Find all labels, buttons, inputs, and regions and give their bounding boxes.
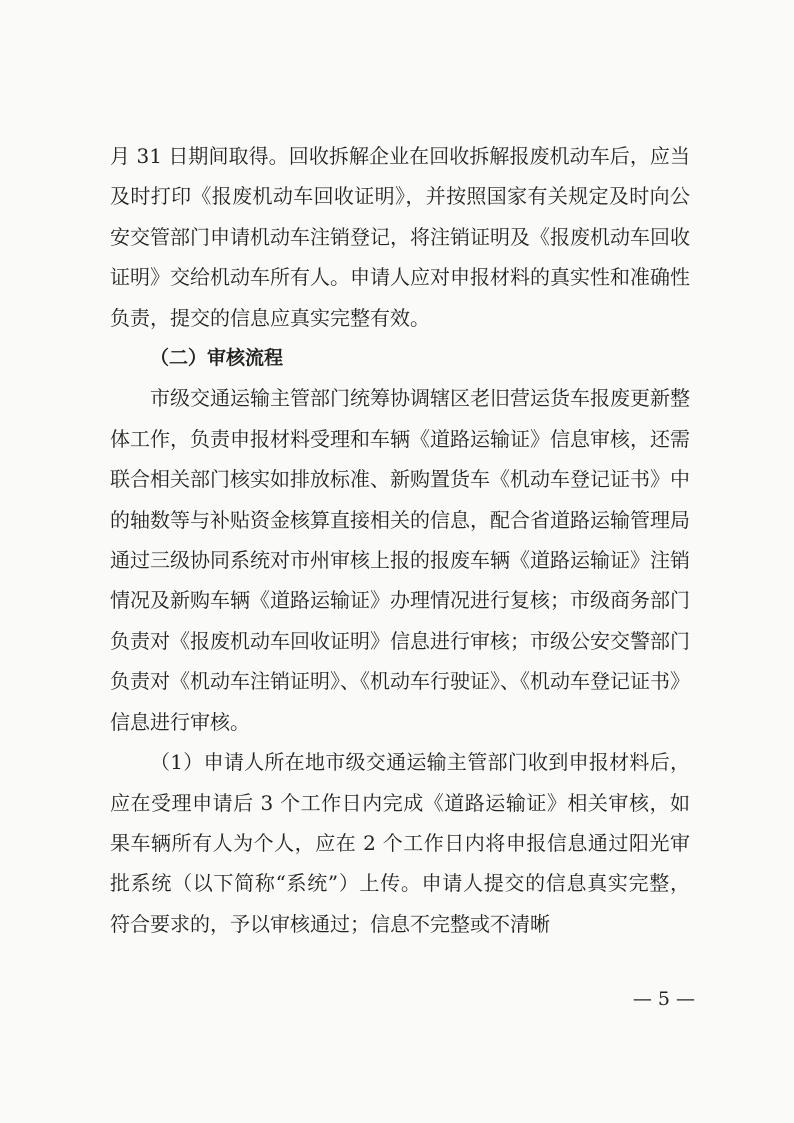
section-heading-review-process: （二）审核流程	[150, 347, 284, 370]
page-number: — 5 —	[632, 988, 695, 1010]
paragraph-city-transport-duties: 市级交通运输主管部门统筹协调辖区老旧营运货车报废更新整体工作，负责申报材料受理和车辆《道路运输证》信息审核，还需联合相关部门核实如排放标准、新购置货车《机动车登记证书》中的轴数等与补贴资金核算直接相关的信息，配合省道路运输管理局通过三级协同系统对市州审核上报的报废车辆《道路运输证》注销情况及新购车辆《道路运输证》办理情况进行复核；市级商务部门负责对《报废机动车回收证明》信息进行审核；市级公安交警部门负责对《机动车注销证明》、《机动车行驶证》、《机动车登记证书》信息进行审核。	[110, 386, 690, 734]
paragraph-recycling-certificate: 月 31 日期间取得。回收拆解企业在回收拆解报废机动车后，应当及时打印《报废机动车回收证明》，并按照国家有关规定及时向公安交管部门申请机动车注销登记，将注销证明及《报废机动车回收证明》交给机动车所有人。申请人应对申报材料的真实性和准确性负责，提交的信息应真实完整有效。	[110, 144, 690, 330]
document-body	[110, 136, 690, 944]
paragraph-review-step-1: （1）申请人所在地市级交通运输主管部门收到申报材料后，应在受理申请后 3 个工作日内完成《道路运输证》相关审核，如果车辆所有人为个人，应在 2 个工作日内将申报信息通过阳光审批系统（以下简称“系统”）上传。申请人提交的信息真实完整，符合要求的，予以审核通过；信息不完整或不清晰	[110, 750, 690, 936]
